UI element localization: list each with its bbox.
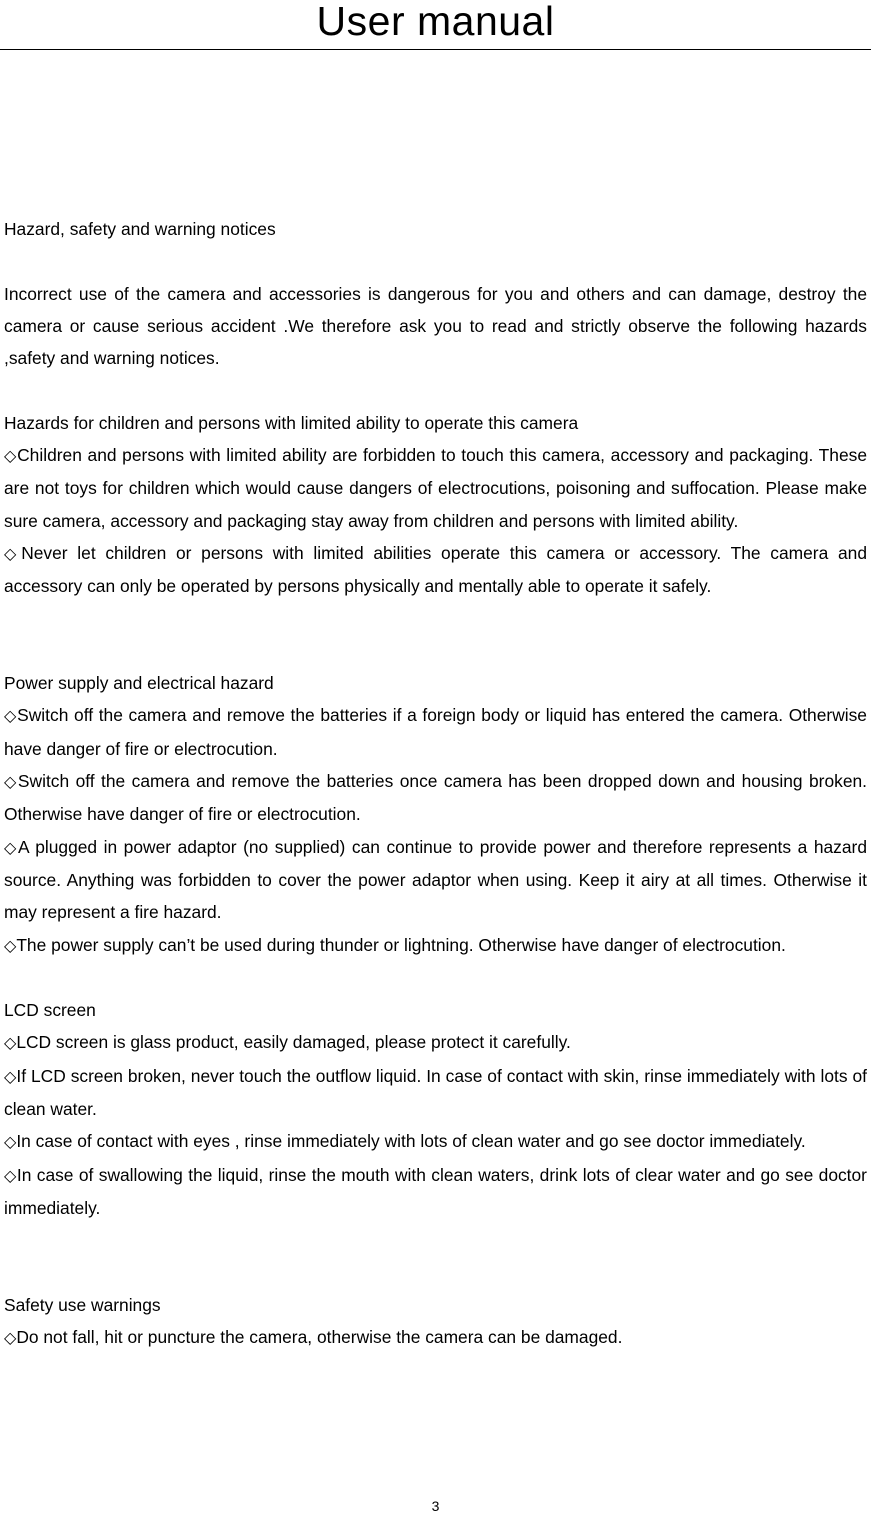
children-item-1 <box>4 439 867 537</box>
section-heading-hazard: Hazard, safety and warning notices <box>4 219 276 239</box>
safety-item-1 <box>4 1321 867 1354</box>
power-item-4 <box>4 929 867 962</box>
power-item-2 <box>4 765 867 831</box>
diamond-bullet-icon: ◇ <box>4 543 22 563</box>
lcd-item-1-text: LCD screen is glass product, easily damaged, please protect it carefully. <box>16 1032 571 1053</box>
section-heading-children: Hazards for children and persons with limited ability to operate this camera <box>4 412 579 433</box>
diamond-bullet-icon: ◇ <box>4 1328 17 1348</box>
section-heading-power: Power supply and electrical hazard <box>4 673 274 694</box>
diamond-bullet-icon: ◇ <box>4 706 18 726</box>
diamond-bullet-icon: ◇ <box>4 1165 17 1185</box>
power-item-2-text: Switch off the camera and remove the batteries once camera has been dropped down and housing broken. Otherwise have danger of fire or electrocution. <box>4 771 867 825</box>
page-title: User manual <box>316 0 555 44</box>
power-item-4-text: The power supply can’t be used during thunder or lightning. Otherwise have danger of electrocution. <box>16 934 786 955</box>
diamond-bullet-icon: ◇ <box>4 446 18 466</box>
diamond-bullet-icon: ◇ <box>4 935 17 955</box>
power-item-3 <box>4 831 867 929</box>
section-heading-safety: Safety use warnings <box>4 1294 161 1315</box>
page-header <box>0 0 871 50</box>
children-item-1-text: Children and persons with limited ability are forbidden to touch this camera, accessory and packaging. These are not toys for children which would cause dangers of electrocutions, poisoning and suffocation. Please make sure camera, accessory and packaging stay away from children and persons with limited ability. <box>4 445 867 531</box>
lcd-item-4 <box>4 1159 867 1225</box>
power-item-1 <box>4 699 867 765</box>
diamond-bullet-icon: ◇ <box>4 837 19 857</box>
lcd-item-4-text: In case of swallowing the liquid, rinse the mouth with clean waters, drink lots of clear water and go see doctor immediately. <box>4 1164 867 1218</box>
lcd-item-3-text: In case of contact with eyes , rinse immediately with lots of clean water and go see doctor immediately. <box>16 1131 806 1152</box>
manual-content <box>4 213 867 1354</box>
hazard-intro-paragraph: Incorrect use of the camera and accessories is dangerous for you and others and can damage, destroy the camera or cause serious accident .We therefore ask you to read and strictly observe the following hazards ,safety and warning notices. <box>4 283 867 369</box>
children-item-2-text: Never let children or persons with limited abilities operate this camera or accessory. The camera and accessory can only be operated by persons physically and mentally able to operate it safely. <box>4 542 867 597</box>
children-item-2 <box>4 537 867 603</box>
diamond-bullet-icon: ◇ <box>4 1132 17 1152</box>
power-item-1-text: Switch off the camera and remove the batteries if a foreign body or liquid has entered the camera. Otherwise have danger of fire or electrocution. <box>4 705 867 759</box>
power-item-3-text: A plugged in power adaptor (no supplied) can continue to provide power and therefore represents a hazard source. Anything was forbidden to cover the power adaptor when using. Keep it airy at all times. Otherwise it may represent a fire hazard. <box>4 836 867 923</box>
lcd-item-2 <box>4 1060 867 1126</box>
diamond-bullet-icon: ◇ <box>4 1033 17 1053</box>
safety-item-1-text: Do not fall, hit or puncture the camera, otherwise the camera can be damaged. <box>16 1327 623 1348</box>
lcd-item-2-text: If LCD screen broken, never touch the outflow liquid. In case of contact with skin, rinse immediately with lots of clean water. <box>4 1065 867 1120</box>
lcd-item-1 <box>4 1026 867 1059</box>
section-heading-lcd: LCD screen <box>4 1000 96 1021</box>
lcd-item-3 <box>4 1125 867 1158</box>
diamond-bullet-icon: ◇ <box>4 772 18 792</box>
diamond-bullet-icon: ◇ <box>4 1066 17 1086</box>
page-number: 3 <box>431 1498 440 1514</box>
